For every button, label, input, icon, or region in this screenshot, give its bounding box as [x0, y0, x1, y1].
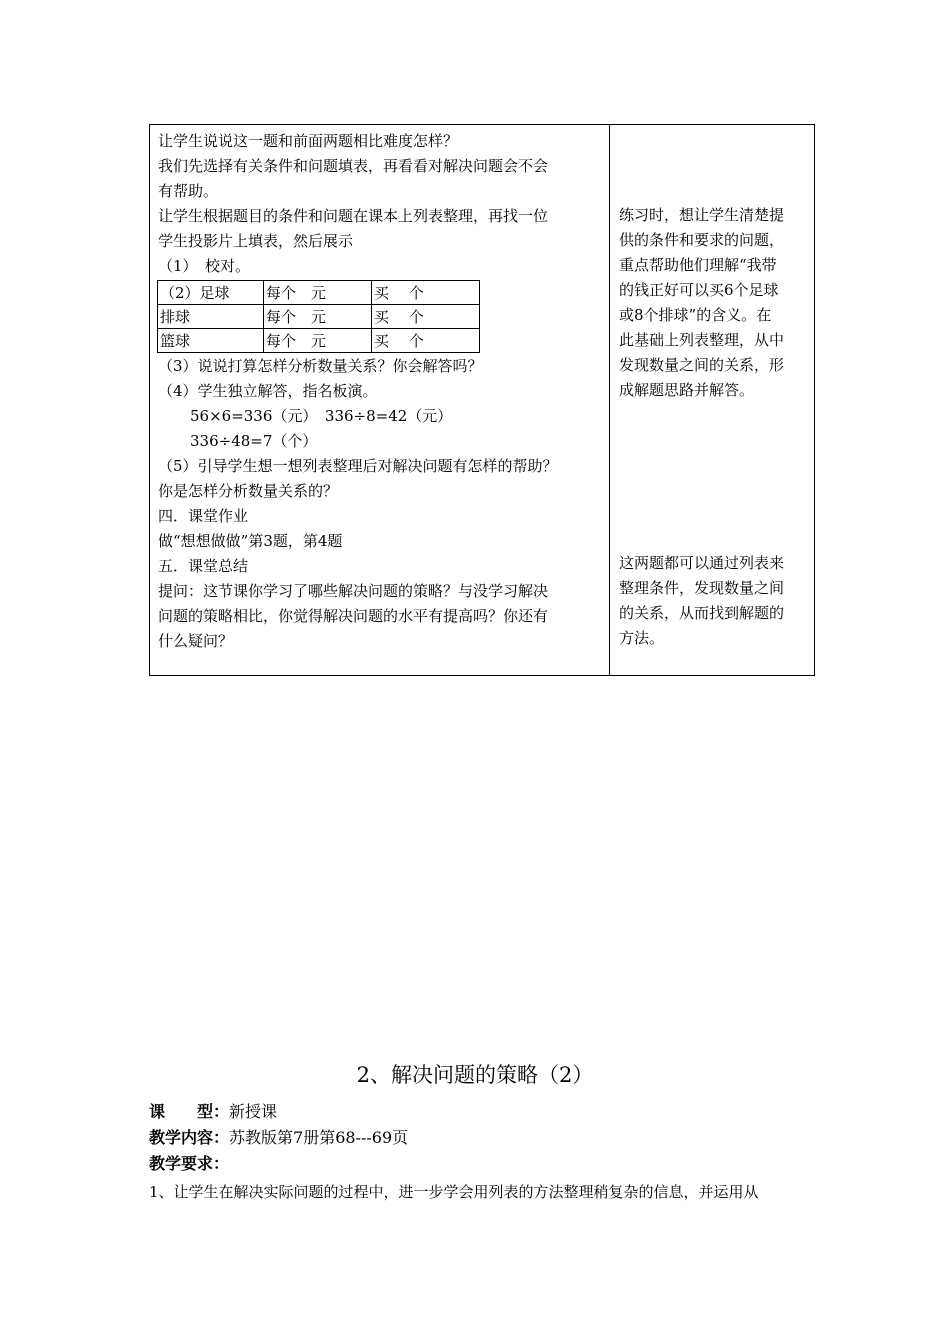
teaching-note-1: [619, 203, 806, 403]
procedure-line: 有帮助。: [158, 182, 219, 200]
procedure-line: 让学生说说这一题和前面两题相比难度怎样？: [158, 132, 459, 150]
table-cell: 每个 元: [264, 281, 372, 305]
table-cell: 排球: [158, 305, 264, 329]
procedure-line: 问题的策略相比，你觉得解决问题的水平有提高吗？你还有: [158, 607, 549, 625]
note-line: 的关系，从而找到解题的: [619, 604, 785, 622]
lesson-type-value: 新授课: [229, 1102, 278, 1121]
procedure-line: （4）学生独立解答，指名板演。: [158, 382, 378, 400]
table-cell: 买 个: [372, 305, 480, 329]
lesson-content: [149, 1126, 408, 1150]
lesson-content-value: 苏教版第7册第68---69页: [229, 1128, 409, 1147]
note-line: 这两题都可以通过列表来: [619, 554, 785, 572]
note-line: 成解题思路并解答。: [619, 381, 755, 399]
note-line: 或8个排球”的含义。在: [619, 306, 772, 324]
table-cell: 买 个: [372, 281, 480, 305]
procedure-line: 让学生根据题目的条件和问题在课本上列表整理，再找一位: [158, 207, 549, 225]
procedure-line: 做“想想做做”第3题，第4题: [158, 532, 343, 550]
note-line: 发现数量之间的关系，形: [619, 356, 785, 374]
lesson-title: 2、解决问题的策略（2）: [356, 1063, 594, 1087]
procedure-line: 提问：这节课你学习了哪些解决问题的策略？与没学习解决: [158, 582, 549, 600]
notes-column: [610, 125, 814, 675]
procedure-line: 你是怎样分析数量关系的？: [158, 482, 339, 500]
lesson-type-label: 课 型：: [149, 1102, 230, 1121]
lesson-type: [149, 1100, 277, 1124]
table-cell: 每个 元: [264, 329, 372, 353]
table-cell: 每个 元: [264, 305, 372, 329]
table-cell: 买 个: [372, 329, 480, 353]
calculation-line: 336÷48=7（个）: [190, 432, 318, 450]
table-row: [158, 329, 480, 353]
teaching-note-2: [619, 551, 806, 651]
table-cell: 篮球: [158, 329, 264, 353]
table-row: [158, 281, 480, 305]
note-line: 的钱正好可以买6个足球: [619, 281, 779, 299]
procedure-line: （3）说说打算怎样分析数量关系？你会解答吗？: [158, 357, 483, 375]
procedure-column: [150, 125, 610, 675]
note-line: 整理条件，发现数量之间: [619, 579, 785, 597]
table-cell: （2）足球: [158, 281, 264, 305]
procedure-line: 四．课堂作业: [158, 507, 249, 525]
note-line: 此基础上列表整理，从中: [619, 331, 785, 349]
note-line: 供的条件和要求的问题，: [619, 231, 785, 249]
procedure-line: 学生投影片上填表，然后展示: [158, 232, 354, 250]
requirement-1: 1、让学生在解决实际问题的过程中，进一步学会用列表的方法整理稍复杂的信息，并运用从: [149, 1183, 759, 1201]
ball-price-table: [157, 280, 480, 353]
procedure-line: （1） 校对。: [158, 257, 251, 275]
table-row: [158, 305, 480, 329]
procedure-line: 五．课堂总结: [158, 557, 249, 575]
lesson-requirements: [149, 1152, 229, 1176]
procedure-line: （5）引导学生想一想列表整理后对解决问题有怎样的帮助？: [158, 457, 558, 475]
lesson-plan-table: [149, 124, 815, 676]
lesson-content-label: 教学内容：: [149, 1128, 230, 1147]
procedure-line: 我们先选择有关条件和问题填表，再看看对解决问题会不会: [158, 157, 549, 175]
calculation-line: 56×6=336（元） 336÷8=42（元）: [190, 407, 453, 425]
lesson-requirements-label: 教学要求：: [149, 1154, 230, 1173]
note-line: 方法。: [619, 629, 665, 647]
note-line: 练习时，想让学生清楚提: [619, 206, 785, 224]
procedure-line: 什么疑问？: [158, 632, 234, 650]
note-line: 重点帮助他们理解“我带: [619, 256, 777, 274]
